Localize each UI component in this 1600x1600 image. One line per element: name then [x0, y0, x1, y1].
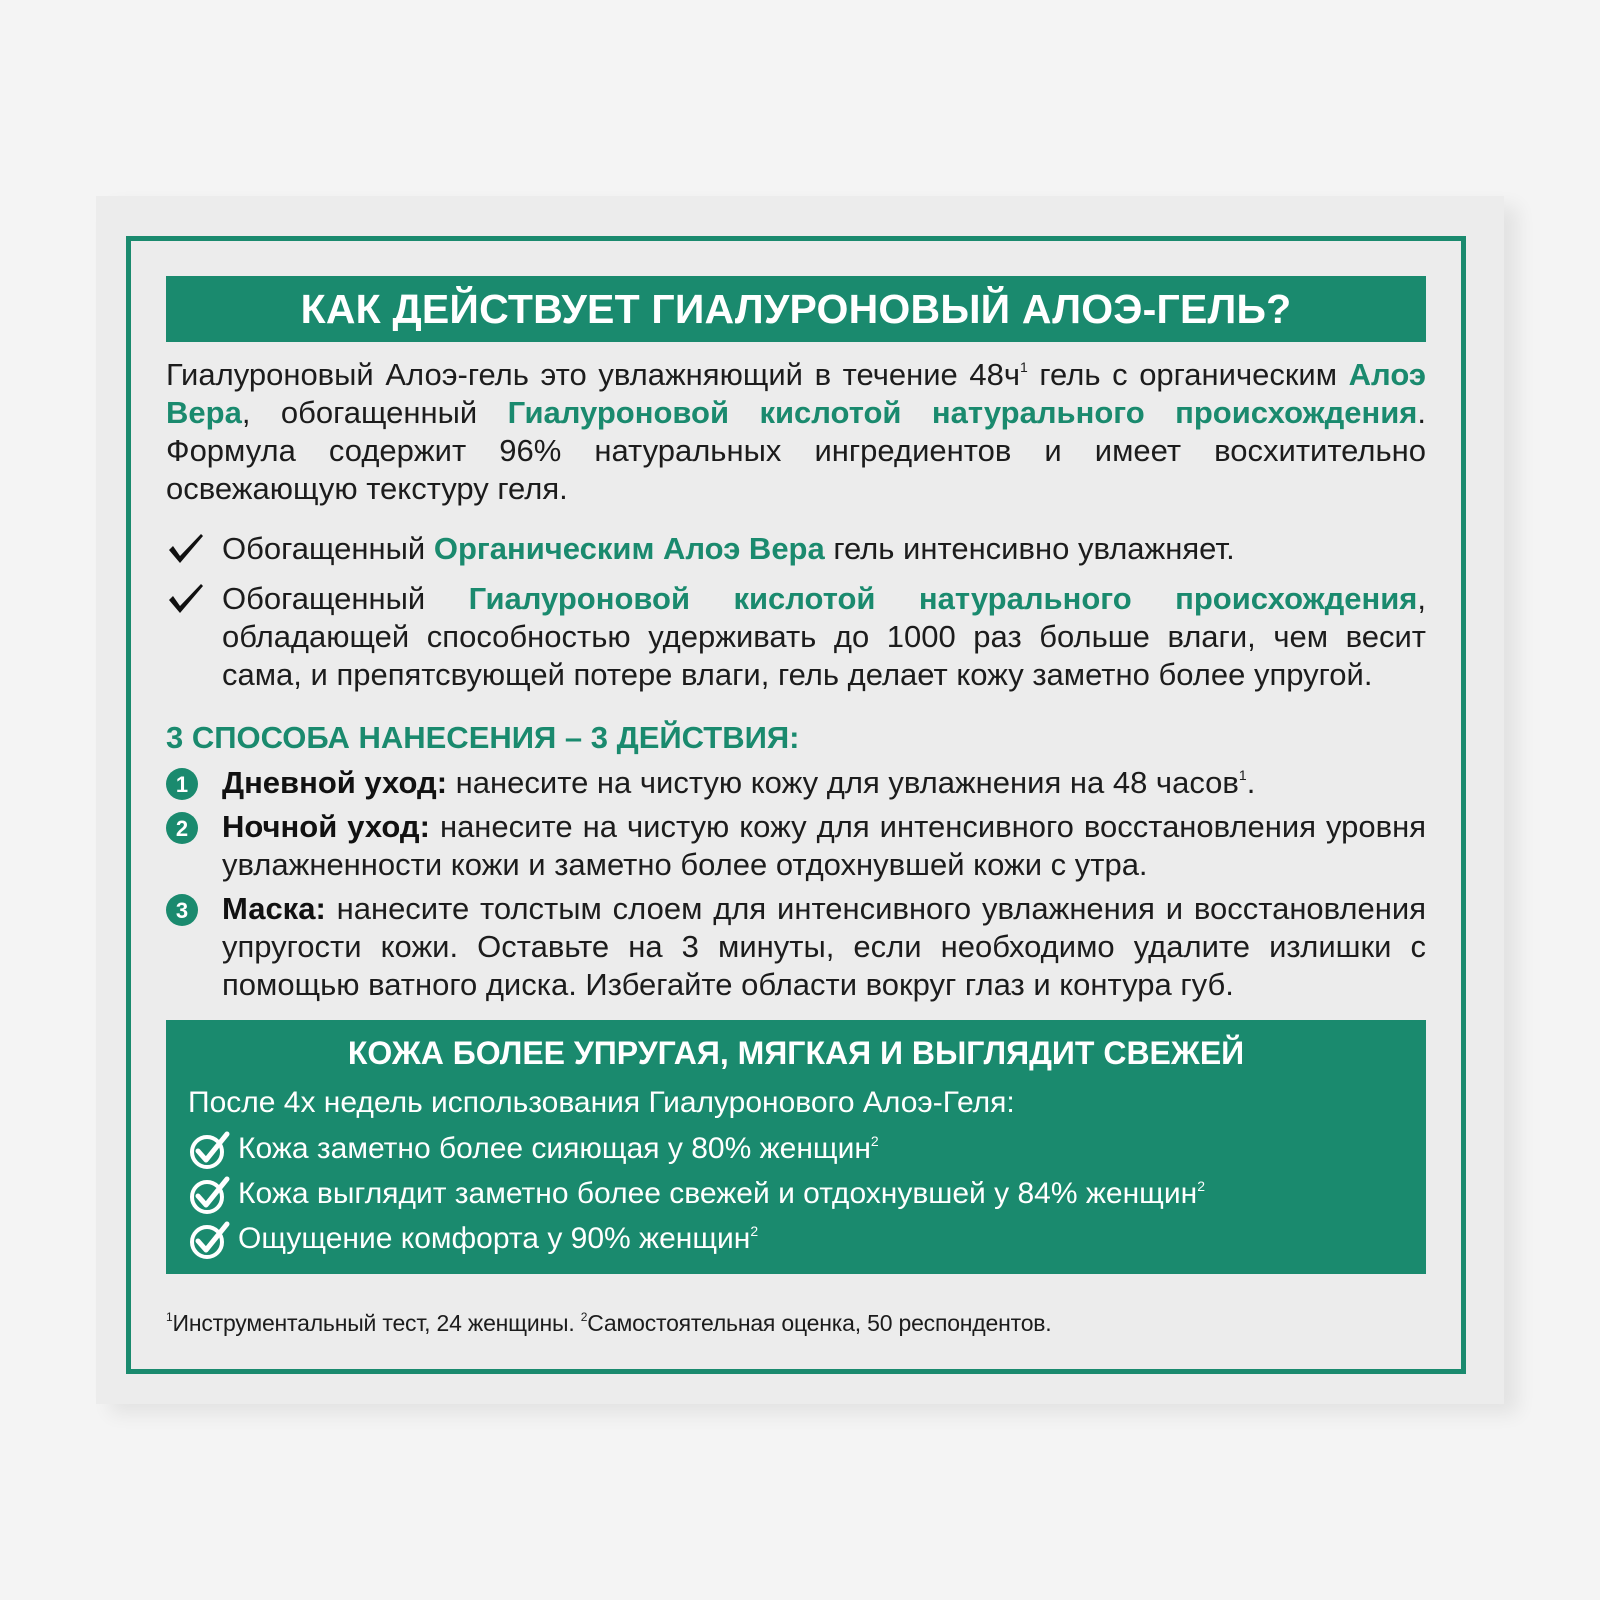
footnote	[166, 1308, 1426, 1338]
step-label: Маска:	[222, 891, 326, 926]
result-text: Кожа выглядит заметно более свежей и отдохнувшей у 84% женщин	[238, 1177, 1198, 1210]
step-number: 2	[175, 816, 189, 841]
intro-text-3: , обогащенный	[241, 395, 508, 430]
result-text: Ощущение комфорта у 90% женщин	[238, 1222, 751, 1255]
checkmark-icon	[166, 530, 206, 570]
result-item	[188, 1126, 1404, 1171]
intro-text-4: . Формула содержит 96% натуральных ингредиентов и имеет восхитительно освежающую текстуру геля.	[166, 395, 1427, 506]
footnote-text-1: Инструментальный тест, 24 женщины.	[172, 1310, 581, 1336]
intro-paragraph	[166, 356, 1426, 508]
circle-check-icon	[188, 1129, 230, 1171]
result-item	[188, 1216, 1404, 1261]
benefit-list	[166, 530, 1426, 694]
result-footnote-mark: 2	[1197, 1178, 1205, 1194]
step-number: 3	[175, 898, 189, 923]
footnote-mark-2: 2	[580, 1310, 588, 1324]
intro-text-1: Гиалуроновый Алоэ-гель это увлажняющий в течение 48ч	[166, 357, 1021, 392]
method-step	[166, 890, 1426, 1004]
card-content	[166, 276, 1426, 1338]
benefit-text: Обогащенный	[222, 581, 469, 616]
circle-check-icon	[188, 1219, 230, 1261]
step-label: Ночной уход:	[222, 809, 430, 844]
circle-check-icon	[188, 1174, 230, 1216]
methods-heading: 3 СПОСОБА НАНЕСЕНИЯ – 3 ДЕЙСТВИЯ:	[166, 720, 800, 755]
intro-text-2: гель с органическим	[1027, 357, 1349, 392]
result-text: Кожа заметно более сияющая у 80% женщин	[238, 1132, 871, 1165]
intro-footnote-mark: 1	[1020, 359, 1028, 375]
step-text: нанесите на чистую кожу для увлажнения на 48 часов	[447, 765, 1239, 800]
benefit-text: Обогащенный	[222, 531, 434, 566]
number-three-icon	[166, 894, 198, 926]
benefit-text-end: гель интенсивно увлажняет.	[824, 531, 1235, 566]
footnote-mark-1: 1	[166, 1310, 173, 1324]
results-lead: После 4х недель использования Гиалуронового Алоэ-Геля:	[188, 1086, 1015, 1119]
step-label: Дневной уход:	[222, 765, 448, 800]
benefit-text-end: , обладающей способностью удерживать до 1000 раз больше влаги, чем весит сама, и препятсвующей потере влаги, гель делает кожу заметно более упругой.	[222, 581, 1426, 692]
number-one-icon	[166, 768, 198, 800]
footnote-text-2: Самостоятельная оценка, 50 респондентов.	[587, 1310, 1052, 1336]
step-text: нанесите на чистую кожу для интенсивного восстановления уровня увлажненности кожи и заметно более отдохнувшей кожи с утра.	[222, 809, 1427, 882]
method-step	[166, 764, 1426, 802]
result-footnote-mark: 2	[870, 1133, 879, 1149]
result-item	[188, 1171, 1404, 1216]
intro-highlight-hyaluronic: Гиалуроновой кислотой натурального происхождения	[507, 395, 1418, 430]
benefit-item	[166, 530, 1426, 568]
benefit-highlight: Гиалуроновой кислотой натурального происхождения	[468, 581, 1418, 616]
step-footnote-mark: 1	[1238, 767, 1247, 783]
step-text: нанесите толстым слоем для интенсивного увлажнения и восстановления упругости кожи. Оставьте на 3 минуты, если необходимо удалите излишки с помощью ватного диска. Избегайте области вокруг глаз и контура губ.	[222, 891, 1426, 1002]
intro-highlight-aloe: Алоэ Вера	[166, 357, 1426, 430]
page-title: КАК ДЕЙСТВУЕТ ГИАЛУРОНОВЫЙ АЛОЭ-ГЕЛЬ?	[166, 276, 1426, 342]
step-number: 1	[175, 772, 189, 797]
method-step	[166, 808, 1426, 884]
benefit-item	[166, 580, 1426, 694]
result-footnote-mark: 2	[750, 1223, 759, 1239]
results-title: КОЖА БОЛЕЕ УПРУГАЯ, МЯГКАЯ И ВЫГЛЯДИТ СВЕЖЕЙ	[347, 1035, 1245, 1071]
number-two-icon	[166, 812, 198, 844]
checkmark-icon	[166, 580, 206, 620]
step-text-end: .	[1246, 765, 1256, 800]
benefit-highlight: Органическим Алоэ Вера	[433, 531, 825, 566]
results-box	[166, 1020, 1426, 1274]
